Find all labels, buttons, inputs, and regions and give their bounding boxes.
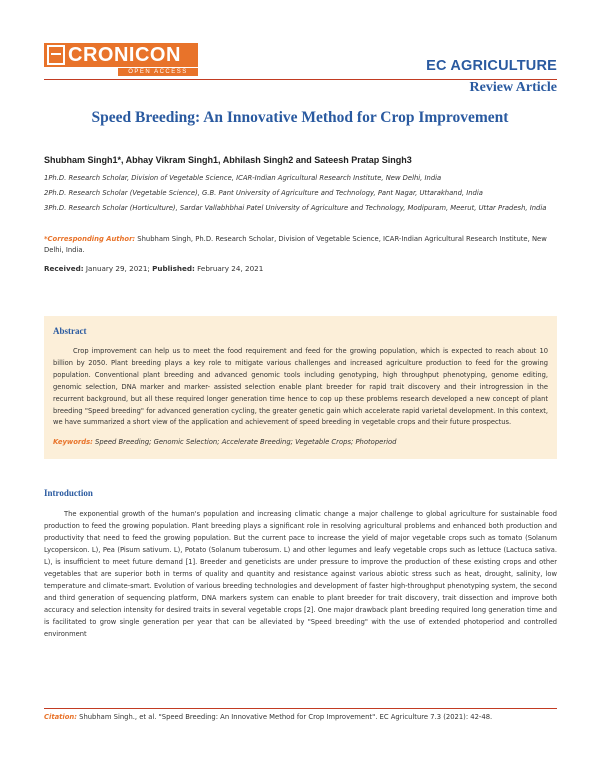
citation [44,713,564,721]
article-type: Review Article [469,80,557,95]
keywords-label: Keywords: [53,438,93,446]
journal-name: EC AGRICULTURE [426,58,557,74]
article-dates [44,264,263,273]
citation-label: Citation: [44,713,77,721]
abstract-box [44,316,557,459]
logo-e-icon [47,45,65,65]
received-date: January 29, 2021; [83,264,153,273]
keywords [53,438,548,446]
logo-text: CRONICON [68,44,181,66]
published-date: February 24, 2021 [194,264,264,273]
abstract-text: Crop improvement can help us to meet the food requirement and feed for the growing population, which is expected to reach about 10 billion by 2050. Plant breeding plays a key role to mitigate various challenges and increased agriculture production to feed for the growing population. Conventional plant breeding and advanced genomic tools including genotyping, high throughput phenotyping, genome editing, genomic selection, DNA marker and marker- assisted selection enable plant breeder for rapid trait discovery and their introgression in the recurrent background, but all these required longer generation time hence to cop up these problems research developed a new concept of plant breeding "Speed breeding" for advanced generation cycling, the greater genetic gain which accelerate rapid varietal development. In this context, we have summarized a short view of the application and achievement of speed breeding in vegetable crops and their future prospectus. [53,347,548,427]
published-label: Published: [152,264,195,273]
abstract-heading: Abstract [53,326,87,336]
received-label: Received: [44,264,84,273]
corresponding-text: Shubham Singh, Ph.D. Research Scholar, Division of Vegetable Science, ICAR-Indian Agricultural Research Institute, New Delhi, India. [44,235,547,254]
introduction-heading: Introduction [44,488,93,498]
author-list: Shubham Singh1*, Abhay Vikram Singh1, Abhilash Singh2 and Sateesh Pratap Singh3 [44,155,412,165]
citation-text: Shubham Singh., et al. "Speed Breeding: An Innovative Method for Crop Improvement". EC Agriculture 7.3 (2021): 42-48. [76,713,493,721]
corresponding-label: *Corresponding Author: [44,235,136,243]
affiliation-1: 1Ph.D. Research Scholar, Division of Vegetable Science, ICAR-Indian Agricultural Research Institute, New Delhi, India [44,174,442,182]
cronicon-logo [44,43,198,79]
affiliation-2: 2Ph.D. Research Scholar (Vegetable Science), G.B. Pant University of Agriculture and Technology, Pant Nagar, Uttarakhand, India [44,189,483,197]
footer-divider [44,708,557,709]
keywords-text: Speed Breeding; Genomic Selection; Accelerate Breeding; Vegetable Crops; Photoperiod [92,438,397,446]
corresponding-author [44,234,556,256]
article-title: Speed Breeding: An Innovative Method for Crop Improvement [91,109,509,126]
affiliation-3: 3Ph.D. Research Scholar (Horticulture), Sardar Vallabhbhai Patel University of Agriculture and Technology, Modipuram, Meerut, Uttar Pradesh, India [44,204,547,212]
logo-box [44,43,198,67]
logo-subtitle: OPEN ACCESS [118,68,198,76]
introduction-text: The exponential growth of the human's population and increasing climatic change a major challenge to global agriculture for sustainable food production to feed the growing population. Plant breeding plays a significant role in resolving agricultural problems and enhanced both production and productivity that need to feed the growing population. But the current pace to increase the yield of major vegetable crops such as tomato (Solanum Lycopersicon. L), Pea (Pisum sativum. L), Potato (Solanum tuberosum. L) and other legumes and leafy vegetable crops such as lettuce (Lactuca sativa. L), is insufficient to meet future demand [1]. Breeder and geneticists are under pressure to improve the production of these existing crops and other vegetables that are superior both in terms of quality and quantity and resistance against various abiotic stress such as heat, drought, salinity, low temperature and climate-smart. Evolution of various breeding technologies and development of faster high-throughput phenotyping system, the second and third generation of sequencing platform, DNA markers system can enable to plant breeder for trait discovery, trait dissection and improve both accuracy and selection intensity for desired traits in several vegetable crops [2]. One major drawback plant breeding required long generation time and is facilitated to grow single generation per year that can be alleviated by "Speed breeding" with the use of extended photoperiod and controlled environment [44,510,557,638]
